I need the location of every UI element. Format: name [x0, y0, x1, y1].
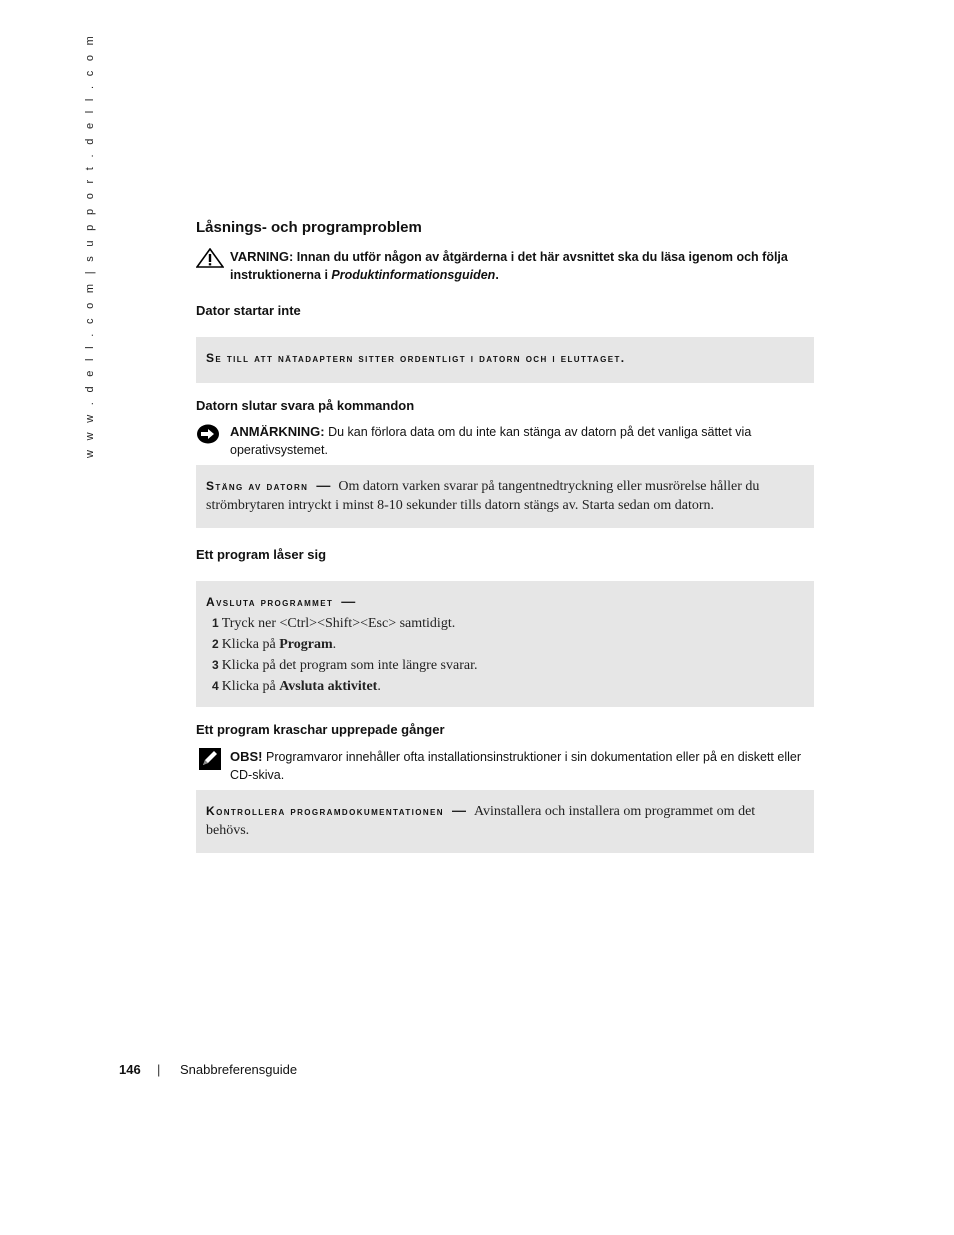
solution-box-programdokumentation: [196, 790, 814, 853]
warning-end: .: [495, 268, 499, 282]
section-heading-datorn-slutar-svara: Datorn slutar svara på kommandon: [196, 398, 415, 413]
step-item: [212, 613, 804, 634]
solution-title: Kontrollera programdokumentationen: [206, 804, 444, 818]
pencil-note-icon: [199, 748, 221, 775]
step-ui-term: Avsluta aktivitet: [279, 679, 378, 694]
notice-text-2: operativsystemet.: [230, 443, 328, 457]
section-heading-dator-startar-inte: Dator startar inte: [196, 303, 301, 318]
step-text-end: .: [332, 637, 337, 652]
warning-text-2: instruktionerna i: [230, 268, 328, 282]
step-ui-term: Program: [279, 637, 333, 652]
warning-label: VARNING:: [230, 249, 294, 264]
step-number: 2: [212, 637, 219, 651]
section-heading-program-laser-sig: Ett program låser sig: [196, 547, 327, 562]
obs-text: Programvaror innehåller ofta installationsinstruktioner i sin dokumentation eller på en diskett eller: [265, 750, 801, 764]
solution-title: Se till att nätadaptern sitter ordentligt i datorn och i eluttaget.: [206, 351, 626, 365]
solution-box-avsluta-programmet: [196, 581, 814, 707]
step-number: 3: [212, 658, 219, 672]
page-title: Låsnings- och programproblem: [196, 219, 422, 236]
step-item: [212, 676, 804, 697]
footer-doc-title: Snabbreferensguide: [180, 1062, 298, 1077]
step-text: Klicka på: [221, 637, 280, 652]
em-dash: —: [341, 593, 356, 609]
warning-triangle-icon: [196, 248, 224, 273]
obs-note: [196, 748, 816, 784]
notice-text: Du kan förlora data om du inte kan stänga av datorn på det vanliga sättet via: [328, 425, 752, 439]
footer-separator: |: [157, 1062, 161, 1077]
obs-label: OBS!: [230, 749, 263, 764]
solution-text-2: behövs.: [206, 823, 250, 838]
solution-title: Stäng av datorn: [206, 479, 309, 493]
guide-title: Produktinformationsguiden: [331, 268, 496, 282]
solution-text-2: strömbrytaren intryckt i minst 8-10 sekunder tills datorn stängs av. Starta sedan om datorn.: [206, 498, 715, 513]
step-item: [212, 655, 804, 676]
solution-title: Avsluta programmet: [206, 595, 334, 609]
warning-note: [196, 248, 816, 284]
solution-box-stang-av: [196, 465, 814, 528]
step-text: Tryck ner <Ctrl><Shift><Esc> samtidigt.: [221, 616, 456, 631]
em-dash: —: [451, 802, 466, 818]
page-number: 146: [119, 1062, 141, 1077]
step-number: 4: [212, 679, 219, 693]
steps-list: [206, 613, 804, 697]
step-text-end: .: [377, 679, 381, 694]
step-text: Klicka på: [221, 679, 280, 694]
solution-box-natadapter: [196, 337, 814, 383]
step-item: [212, 634, 804, 655]
notice-note: [196, 423, 816, 459]
solution-text: Avinstallera och installera om programmet om det: [473, 804, 756, 819]
obs-text-2: CD-skiva.: [230, 768, 285, 782]
section-heading-program-kraschar: Ett program kraschar upprepade gånger: [196, 722, 445, 737]
notice-icon: [196, 423, 222, 450]
step-text: Klicka på det program som inte längre svarar.: [221, 658, 478, 673]
em-dash: —: [316, 477, 331, 493]
solution-text: Om datorn varken svarar på tangentnedtryckning eller musrörelse håller du: [338, 479, 760, 494]
sidebar-url: w w w . d e l l . c o m | s u p p o r t . d e l l . c o m: [84, 32, 96, 458]
warning-text: Innan du utför någon av åtgärderna i det här avsnittet ska du läsa igenom och följa: [296, 250, 788, 264]
notice-label: ANMÄRKNING:: [230, 424, 325, 439]
step-number: 1: [212, 616, 219, 630]
